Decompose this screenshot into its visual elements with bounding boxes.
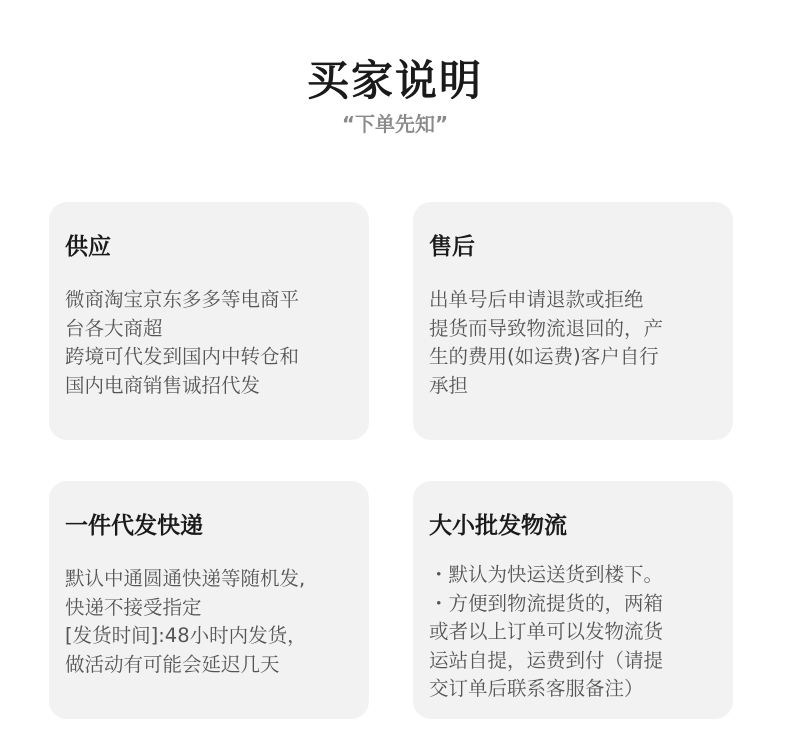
card-title: 售后: [429, 234, 475, 260]
card-body: [429, 286, 717, 400]
card-line: 台各大商超: [65, 316, 163, 340]
card-line: 提货而导致物流退回的，产: [429, 316, 664, 340]
card-line: ・默认为快运送货到楼下。: [429, 563, 664, 586]
card-line: 做活动有可能会延迟几天: [65, 652, 280, 676]
page-subtitle: “下单先知”: [341, 112, 449, 136]
card-line: 默认中通圆通快递等随机发,: [65, 567, 306, 590]
card-line: 出单号后申请退款或拒绝: [429, 288, 644, 311]
card-line: 微商淘宝京东多多等电商平: [65, 288, 300, 311]
card-title: 大小批发物流: [429, 513, 567, 539]
card-line: [发货时间]:48小时内发货，: [65, 624, 307, 647]
card-line: ・方便到物流提货的，两箱: [429, 591, 664, 615]
card-line: 承担: [429, 373, 469, 397]
card-title: 一件代发快递: [65, 513, 203, 539]
card-line: 快递不接受指定: [65, 595, 202, 619]
page-title: 买家说明: [306, 56, 483, 105]
card-line: 或者以上订单可以发物流货: [429, 620, 664, 643]
card-after-sales: [413, 202, 733, 440]
card-supply: [49, 202, 369, 440]
card-line: 跨境可代发到国内中转仓和: [65, 345, 300, 368]
card-line: 生的费用(如运费)客户自行: [429, 345, 659, 368]
card-wholesale-logistics: [413, 481, 733, 719]
card-dropship-express: [49, 481, 369, 719]
card-line: 运站自提，运费到付（请提: [429, 648, 664, 672]
card-body: [65, 565, 353, 679]
card-body: [65, 286, 353, 400]
card-title: 供应: [65, 234, 111, 260]
card-line: 国内电商销售诚招代发: [65, 373, 261, 397]
card-line: 交订单后联系客服备注）: [429, 677, 644, 700]
card-body: [429, 561, 717, 704]
